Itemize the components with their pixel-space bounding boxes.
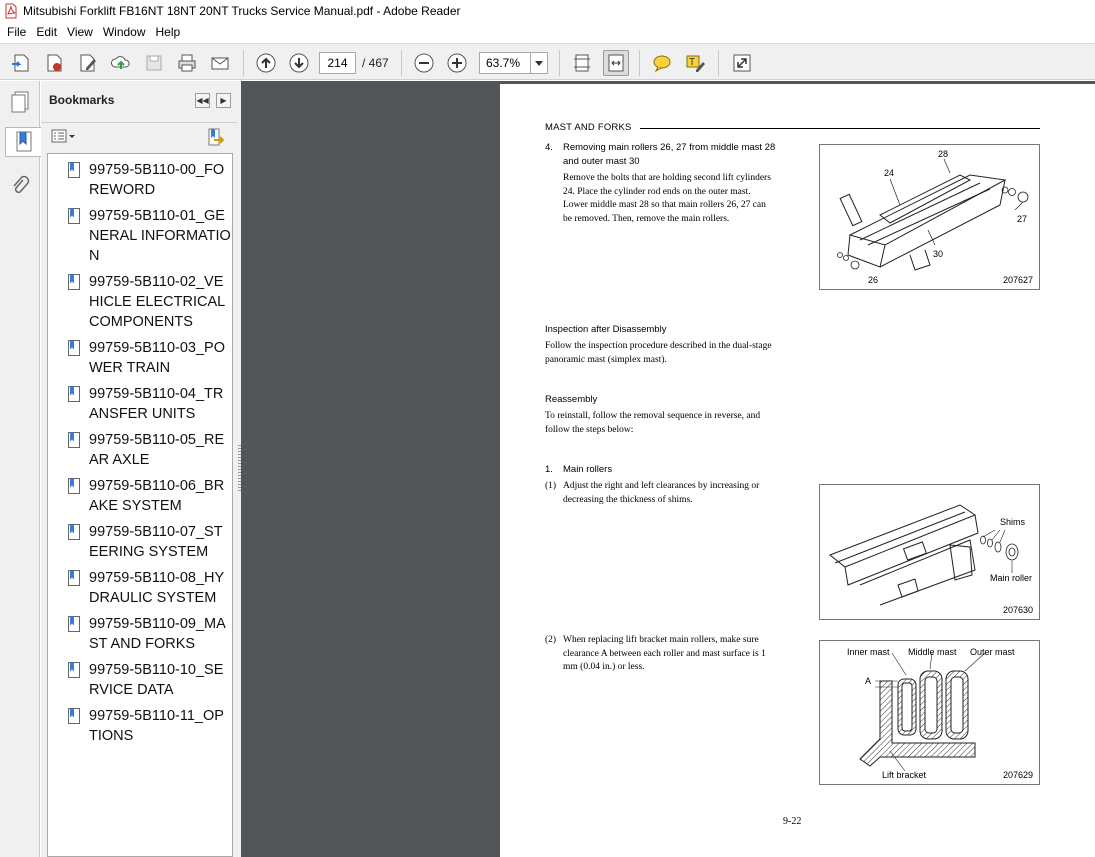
step-4-body-line: Remove the bolts that are holding second lift cylinders (563, 173, 771, 183)
toolbar (0, 43, 1095, 80)
bookmark-label: 99759-5B110-02_VEHICLE ELECTRICAL COMPONENTS (89, 274, 225, 330)
menu-help[interactable]: Help (155, 25, 181, 39)
document-viewport[interactable] (241, 81, 1095, 857)
step-4-body-line: Lower middle mast 28 so that main rollers 26, 27 can (563, 200, 766, 210)
zoom-in-button[interactable] (444, 50, 470, 76)
item-2-body-line: When replacing lift bracket main rollers, make sure (563, 635, 759, 645)
figure-label: A (865, 676, 872, 686)
fit-width-button[interactable] (603, 50, 629, 76)
figure-label: Inner mast (847, 647, 890, 657)
attachments-button[interactable] (5, 171, 35, 201)
bookmark-icon (13, 130, 35, 154)
bookmarks-title: Bookmarks (49, 93, 115, 107)
mast-assembly-drawing (820, 145, 1039, 289)
arrow-down-icon (288, 52, 310, 74)
bookmark-label: 99759-5B110-01_GENERAL INFORMATION (89, 208, 231, 264)
window-title: Mitsubishi Forklift FB16NT 18NT 20NT Trucks Service Manual.pdf - Adobe Reader (23, 4, 461, 18)
zoom-level-select[interactable] (479, 52, 548, 74)
figure-label: 30 (933, 249, 944, 259)
bookmark-label: 99759-5B110-06_BRAKE SYSTEM (89, 478, 225, 514)
speech-bubble-icon (651, 52, 673, 74)
print-button[interactable] (174, 50, 200, 76)
figure-shims (819, 484, 1040, 620)
header-rule (640, 128, 1040, 129)
page-total: / 467 (362, 56, 389, 70)
open-button[interactable] (8, 50, 34, 76)
figure-number: 207629 (1002, 770, 1033, 780)
bookmark-page-icon (68, 616, 80, 632)
figure-label: Main roller (990, 573, 1033, 583)
inspection-body-line: Follow the inspection procedure described in the dual-stage (545, 341, 772, 351)
figure-label: 27 (1017, 214, 1028, 224)
bookmark-page-icon (68, 662, 80, 678)
bookmark-label: 99759-5B110-00_FOREWORD (89, 162, 225, 198)
bookmarks-header (41, 81, 237, 121)
menu-bar (0, 22, 1095, 43)
inspection-heading: Inspection after Disassembly (545, 324, 667, 335)
mast-clearance-cross-section (820, 641, 1039, 784)
figure-label: Shims (1000, 517, 1026, 527)
page-thumbnails-button[interactable] (5, 87, 35, 117)
expand-icon (731, 52, 753, 74)
navigation-pane (0, 81, 40, 857)
options-list-icon[interactable] (51, 129, 77, 143)
menu-window[interactable]: Window (102, 25, 146, 39)
print-icon (176, 52, 198, 74)
page-number: 9-22 (783, 816, 802, 827)
upload-button[interactable] (108, 50, 134, 76)
bookmark-page-icon (68, 478, 80, 494)
plus-circle-icon (446, 52, 468, 74)
collapse-panel-icon[interactable]: ◀◀ (195, 93, 210, 108)
reassembly-heading: Reassembly (545, 394, 598, 405)
bookmark-page-icon (68, 340, 80, 356)
bookmark-label: 99759-5B110-07_STEERING SYSTEM (89, 524, 223, 560)
paperclip-icon (9, 174, 31, 198)
figure-number: 207630 (1002, 605, 1033, 615)
save-button[interactable] (141, 50, 167, 76)
reassembly-body-line: follow the steps below: (545, 425, 634, 435)
adobe-pdf-icon (3, 3, 19, 19)
expand-panel-icon[interactable]: ▶ (216, 93, 231, 108)
bookmark-jump-icon[interactable] (205, 128, 225, 146)
cloud-upload-icon (110, 52, 132, 74)
svg-text:T: T (689, 57, 696, 68)
bookmark-page-icon (68, 708, 80, 724)
bookmark-label: 99759-5B110-10_SERVICE DATA (89, 662, 224, 698)
bookmark-label: 99759-5B110-05_REAR AXLE (89, 432, 225, 468)
open-file-icon (10, 52, 32, 74)
section-header: MAST AND FORKS (545, 122, 632, 133)
bookmarks-toolbar (41, 123, 237, 151)
highlight-text-icon (684, 52, 706, 74)
bookmark-label: 99759-5B110-03_POWER TRAIN (89, 340, 225, 376)
bookmarks-list (47, 153, 233, 857)
step-4-title-line2: and outer mast 30 (563, 156, 640, 167)
figure-label: 26 (868, 275, 879, 285)
item-2-body-line: mm (0.04 in.) or less. (563, 662, 645, 672)
reassembly-body-line: To reinstall, follow the removal sequence in reverse, and (545, 411, 761, 421)
bookmark-label: 99759-5B110-08_HYDRAULIC SYSTEM (89, 570, 225, 606)
menu-file[interactable]: File (7, 25, 27, 39)
fit-width-icon (605, 52, 627, 74)
item-2-body-line: clearance A between each roller and mast surface is 1 (563, 649, 766, 659)
item-1-number: (1) (545, 481, 557, 491)
fit-page-icon (571, 52, 593, 74)
figure-number: 207627 (1002, 275, 1033, 285)
bookmarks-button[interactable] (5, 127, 41, 157)
edit-pdf-icon (77, 52, 99, 74)
create-pdf-icon (43, 52, 65, 74)
figure-label: Outer mast (970, 647, 1015, 657)
step-4-title-line1: Removing main rollers 26, 27 from middle mast 28 (563, 142, 776, 153)
email-button[interactable] (207, 50, 233, 76)
step-1-number: 1. (545, 464, 553, 475)
item-2-number: (2) (545, 635, 557, 645)
bookmark-label: 99759-5B110-11_OPTIONS (89, 708, 224, 744)
step-4-body-line: be removed. Then, remove the main rollers. (563, 214, 730, 224)
page-number-input[interactable]: 214 (319, 52, 356, 74)
edit-pdf-button[interactable] (75, 50, 101, 76)
menu-view[interactable]: View (67, 25, 93, 39)
pages-icon (9, 90, 31, 114)
figure-label: 28 (938, 149, 949, 159)
fit-page-button[interactable] (569, 50, 595, 76)
figure-clearance (819, 640, 1040, 785)
item-1-body-line: Adjust the right and left clearances by increasing or (563, 481, 760, 491)
zoom-value: 63.7% (486, 56, 521, 70)
full-screen-button[interactable] (729, 50, 755, 76)
bookmark-page-icon (68, 570, 80, 586)
step-4-number: 4. (545, 142, 553, 153)
next-page-button[interactable] (286, 50, 312, 76)
zoom-out-button[interactable] (411, 50, 437, 76)
previous-page-button[interactable] (253, 50, 279, 76)
bookmark-label: 99759-5B110-04_TRANSFER UNITS (89, 386, 224, 422)
arrow-up-icon (255, 52, 277, 74)
item-1-body-line: decreasing the thickness of shims. (563, 495, 693, 505)
figure-label: Lift bracket (882, 770, 927, 780)
bookmark-page-icon (68, 274, 80, 290)
bookmark-page-icon (68, 432, 80, 448)
step-4-body-line: 24. Place the cylinder rod ends on the outer mast. (563, 187, 751, 197)
comment-button[interactable] (649, 50, 675, 76)
figure-label: Middle mast (908, 647, 957, 657)
figure-roller-removal (819, 144, 1040, 290)
create-pdf-button[interactable] (41, 50, 67, 76)
bookmark-label: 99759-5B110-09_MAST AND FORKS (89, 616, 226, 652)
inspection-body-line: panoramic mast (simplex mast). (545, 355, 667, 365)
bookmark-page-icon (68, 162, 80, 178)
bookmark-page-icon (68, 386, 80, 402)
step-1-title: Main rollers (563, 464, 613, 475)
bookmark-page-icon (68, 524, 80, 540)
main-roller-shims-drawing (820, 485, 1039, 619)
bookmark-page-icon (68, 208, 80, 224)
bookmarks-panel (41, 81, 237, 857)
save-icon (143, 52, 165, 74)
pdf-page (500, 84, 1095, 857)
minus-circle-icon (413, 52, 435, 74)
menu-edit[interactable]: Edit (36, 25, 58, 39)
title-bar (0, 0, 1095, 22)
chevron-down-icon[interactable] (530, 53, 547, 73)
figure-label: 24 (884, 168, 895, 178)
highlight-button[interactable] (682, 50, 708, 76)
envelope-icon (209, 52, 231, 74)
